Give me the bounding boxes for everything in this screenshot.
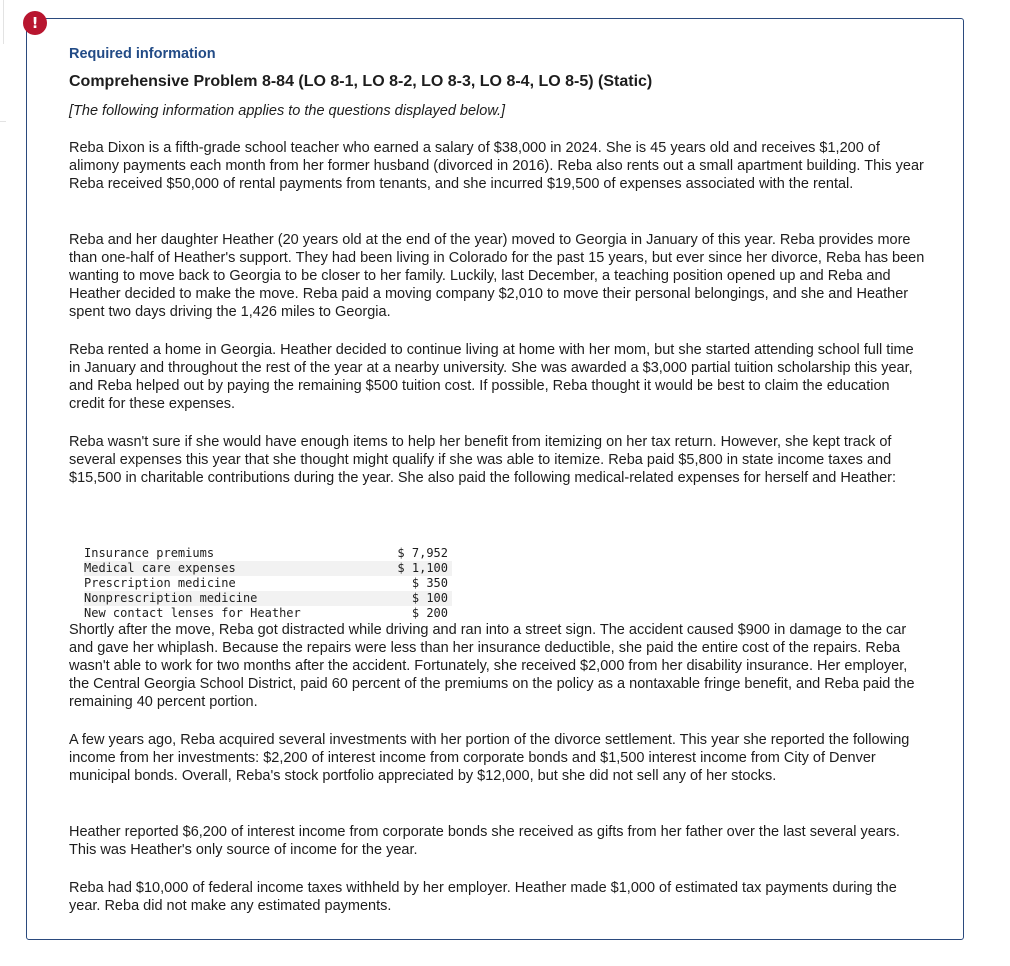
required-information-card [26, 18, 964, 940]
paragraph-withholding: Reba had $10,000 of federal income taxes withheld by her employer. Heather made $1,000 of estimated tax payments during the year. Reba did not make any estimated payments. [69, 880, 897, 914]
problem-title: Comprehensive Problem 8-84 (LO 8-1, LO 8-2, LO 8-3, LO 8-4, LO 8-5) (Static) [69, 73, 653, 90]
expense-amount: $ 7,952 [397, 546, 448, 560]
medical-expenses-table [84, 546, 452, 621]
expense-label: Prescription medicine [84, 576, 236, 590]
left-edge-tick [0, 121, 6, 122]
table-row [84, 591, 452, 606]
expense-amount: $ 1,100 [384, 561, 452, 576]
expense-label: Nonprescription medicine [84, 591, 384, 606]
expense-amount: $ 200 [411, 606, 448, 620]
table-row [84, 561, 452, 576]
applies-note: [The following information applies to the questions displayed below.] [69, 103, 506, 119]
paragraph-investments: A few years ago, Reba acquired several investments with her portion of the divorce settlement. This year she reported the following income from her investments: $2,200 of interest income from corporate bonds and $1,500 interest income from City of Denver municipal bonds. Overall, Reba's stock portfolio appreciated by $12,000, but she did not sell any of her stocks. [69, 732, 910, 784]
table-row [84, 606, 452, 621]
paragraph-heather-income: Heather reported $6,200 of interest income from corporate bonds she received as gifts from her father over the last several years. This was Heather's only source of income for the year. [69, 824, 900, 858]
table-row [84, 576, 452, 591]
table-row [84, 546, 452, 561]
required-information-label: Required information [69, 46, 216, 62]
expense-label: New contact lenses for Heather [84, 606, 301, 620]
expense-label: Medical care expenses [84, 561, 384, 576]
paragraph-accident: Shortly after the move, Reba got distracted while driving and ran into a street sign. The accident caused $900 in damage to the car and gave her whiplash. Because the repairs were less than her insurance deductible, she paid the entire cost of the repairs. Reba wasn't able to work for two months after the accident. Fortunately, she received $2,000 from her disability insurance. Her employer, the Central Georgia School District, paid 60 percent of the premiums on the policy as a nontaxable fringe benefit, and Reba paid the remaining 40 percent portion. [69, 622, 915, 710]
expense-amount: $ 100 [384, 591, 452, 606]
paragraph-itemize: Reba wasn't sure if she would have enough items to help her benefit from itemizing on her tax return. However, she kept track of several expenses this year that she thought might qualify if she was able to itemize. Reba paid $5,800 in state income taxes and $15,500 in charitable contributions during the year. She also paid the following medical-related expenses for herself and Heather: [69, 434, 897, 486]
alert-icon: ! [23, 11, 47, 35]
expense-amount: $ 350 [411, 576, 448, 590]
paragraph-education: Reba rented a home in Georgia. Heather decided to continue living at home with her mom, but she started attending school full time in January and throughout the rest of the year at a nearby university. She was awarded a $3,000 partial tuition scholarship this year, and Reba helped out by paying the remaining $500 tuition cost. If possible, Reba thought it would be best to claim the education credit for these expenses. [69, 342, 914, 412]
paragraph-salary-rental: Reba Dixon is a fifth-grade school teacher who earned a salary of $38,000 in 2024. She is 45 years old and receives $1,200 of alimony payments each month from her former husband (divorced in 2016). Reba also rents out a small apartment building. This year Reba received $50,000 of rental payments from tenants, and she incurred $19,500 of expenses associated with the rental. [69, 140, 924, 192]
card-content [69, 45, 929, 914]
paragraph-move: Reba and her daughter Heather (20 years old at the end of the year) moved to Georgia in January of this year. Reba provides more than one-half of Heather's support. They had been living in Colorado for the past 15 years, but ever since her divorce, Reba has been wanting to move back to Georgia to be closer to her family. Luckily, last December, a teaching position opened up and Reba and Heather decided to make the move. Reba paid a moving company $2,010 to move their personal belongings, and she and Heather spent two days driving the 1,426 miles to Georgia. [69, 232, 925, 320]
expense-label: Insurance premiums [84, 546, 215, 560]
left-edge-divider [0, 0, 4, 44]
